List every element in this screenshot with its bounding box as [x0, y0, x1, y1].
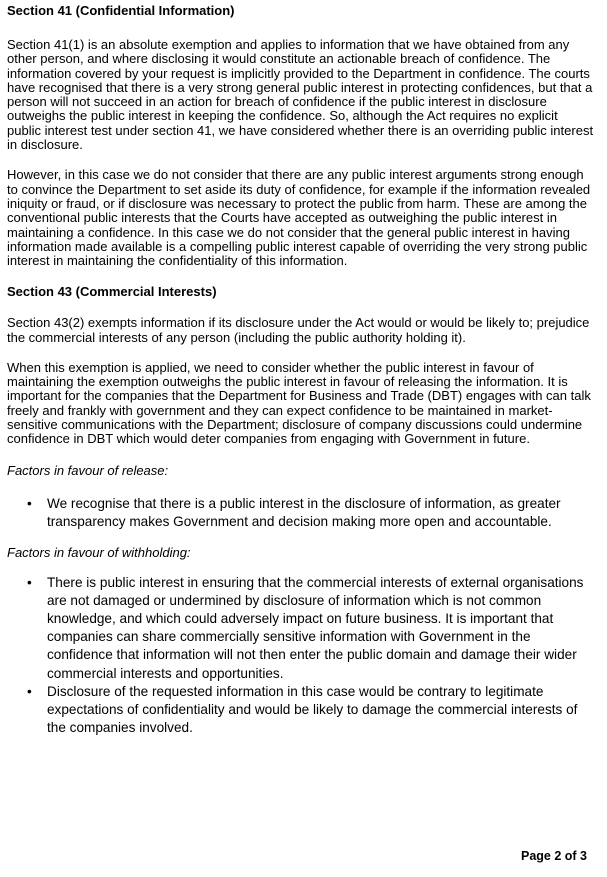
withholding-factors-list	[7, 574, 595, 738]
section-41-heading: Section 41 (Confidential Information)	[7, 3, 235, 18]
list-item	[7, 495, 595, 531]
document-page	[7, 3, 595, 738]
section-43-heading: Section 43 (Commercial Interests)	[7, 284, 217, 300]
list-item	[7, 574, 595, 683]
page-number: Page 2 of 3	[521, 849, 587, 863]
withholding-factors-heading: Factors in favour of withholding:	[7, 544, 191, 560]
bullet-icon: •	[27, 683, 32, 699]
list-item-text: There is public interest in ensuring that the commercial interests of external organisations are not damaged or undermined by disclosure of information which is not common knowledge, and which could adversely impact on future business. It is important that companies can share commercially sensitive information with Government in the confidence that information will not then enter the public domain and damage their wider commercial interests and opportunities.	[47, 574, 584, 681]
section-41-paragraph: However, in this case we do not consider that there are any public interest arguments strong enough to convince the Department to set aside its duty of confidence, for example if the information revealed iniquity or fraud, or if disclosure was necessary to protect the public from harm. These are among the conventional public interests that the Courts have accepted as outweighing the public interest in maintaining a confidence. In this case we do not consider that the general public interest in having information made available is a compelling public interest capable of overriding the very strong public interest in maintaining the confidentiality of this information.	[7, 167, 591, 269]
list-item	[7, 683, 595, 738]
bullet-icon: •	[27, 496, 32, 512]
section-41-paragraph: Section 41(1) is an absolute exemption and applies to information that we have obtained from any other person, and where disclosing it would constitute an actionable breach of confidence. The information covered by your request is implicitly provided to the Department in confidence. The courts have recognised that there is a very strong general public interest in protecting confidences, but that a person will not succeed in an action for breach of confidence if the public interest in disclosure outweighs the public interest in keeping the confidence. So, although the Act requires no explicit public interest test under section 41, we have considered whether there is an overriding public interest in disclosure.	[7, 37, 594, 153]
list-item-text: We recognise that there is a public interest in the disclosure of information, as greater transparency makes Government and decision making more open and accountable.	[47, 496, 561, 530]
list-item-text: Disclosure of the requested information in this case would be contrary to legitimate expectations of confidentiality and would be likely to damage the commercial interests of the companies involved.	[47, 683, 578, 736]
release-factors-heading: Factors in favour of release:	[7, 463, 169, 479]
release-factors-list	[7, 495, 595, 531]
section-43-paragraph: When this exemption is applied, we need to consider whether the public interest in favour of maintaining the exemption outweighs the public interest in favour of releasing the information. It is important for the companies that the Department for Business and Trade (DBT) engages with can talk freely and frankly with government and they can expect confidence to be maintained in market-sensitive communications with the Department; disclosure of company discussions could undermine confidence in DBT which would deter companies from engaging with Government in future.	[7, 360, 591, 447]
section-43-paragraph: Section 43(2) exempts information if its disclosure under the Act would or would be likely to; prejudice the commercial interests of any person (including the public authority holding it).	[7, 315, 590, 345]
bullet-icon: •	[27, 574, 32, 590]
